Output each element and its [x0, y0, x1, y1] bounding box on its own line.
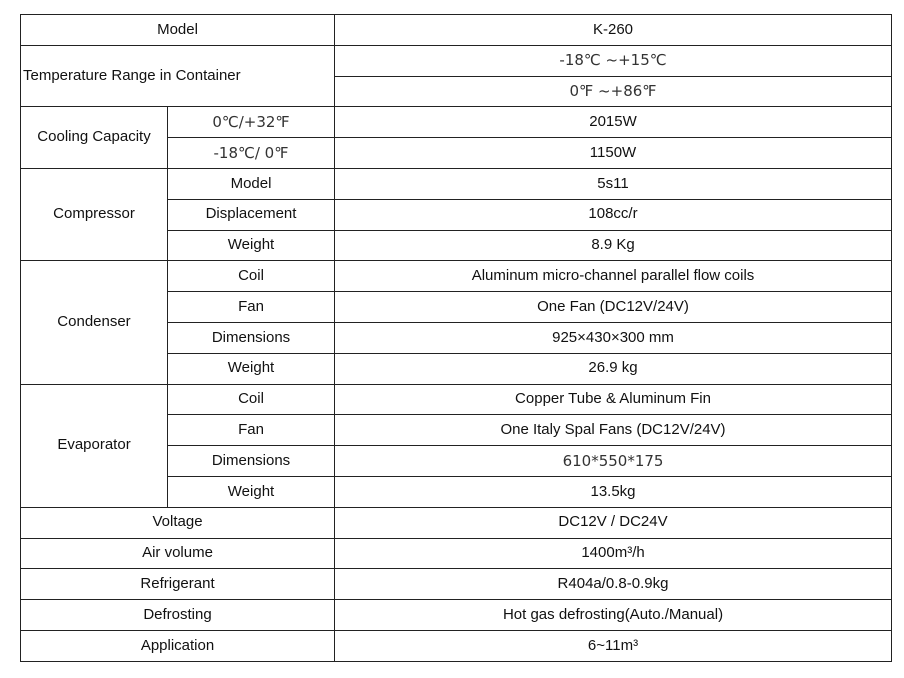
- table-row: [21, 507, 892, 538]
- compressor-value: 8.9 Kg: [335, 230, 892, 261]
- air-volume-label: Air volume: [21, 538, 335, 569]
- voltage-label: Voltage: [21, 507, 335, 538]
- table-row: [21, 569, 892, 600]
- compressor-value: 108cc/r: [335, 199, 892, 230]
- defrosting-value: Hot gas defrosting(Auto./Manual): [335, 600, 892, 631]
- evaporator-value: Copper Tube & Aluminum Fin: [335, 384, 892, 415]
- temp-range-label: Temperature Range in Container: [21, 45, 335, 107]
- cooling-value: 1150W: [335, 138, 892, 169]
- table-row: [21, 630, 892, 661]
- condenser-attr: Fan: [168, 292, 335, 323]
- refrigerant-value: R404a/0.8-0.9kg: [335, 569, 892, 600]
- evaporator-attr: Fan: [168, 415, 335, 446]
- table-row: [21, 45, 892, 76]
- evaporator-attr: Dimensions: [168, 446, 335, 477]
- evaporator-value: One Italy Spal Fans (DC12V/24V): [335, 415, 892, 446]
- table-row: [21, 15, 892, 46]
- cooling-capacity-label: Cooling Capacity: [21, 107, 168, 169]
- temp-range-celsius: -18℃ ~+15℃: [335, 45, 892, 76]
- air-volume-value: 1400m³/h: [335, 538, 892, 569]
- evaporator-label: Evaporator: [21, 384, 168, 507]
- condenser-attr: Coil: [168, 261, 335, 292]
- cooling-condition: 0℃/+32℉: [168, 107, 335, 138]
- evaporator-value: 610*550*175: [335, 446, 892, 477]
- table-row: [21, 384, 892, 415]
- evaporator-attr: Coil: [168, 384, 335, 415]
- condenser-value: 925×430×300 mm: [335, 322, 892, 353]
- application-value: 6~11m³: [335, 630, 892, 661]
- condenser-attr: Weight: [168, 353, 335, 384]
- condenser-value: One Fan (DC12V/24V): [335, 292, 892, 323]
- voltage-value: DC12V / DC24V: [335, 507, 892, 538]
- table-row: [21, 168, 892, 199]
- evaporator-value: 13.5kg: [335, 476, 892, 507]
- table-row: [21, 107, 892, 138]
- cooling-condition: -18℃/ 0℉: [168, 138, 335, 169]
- condenser-label: Condenser: [21, 261, 168, 384]
- table-row: [21, 261, 892, 292]
- model-label: Model: [21, 15, 335, 46]
- condenser-value: Aluminum micro-channel parallel flow coils: [335, 261, 892, 292]
- compressor-value: 5s11: [335, 168, 892, 199]
- compressor-label: Compressor: [21, 168, 168, 260]
- condenser-value: 26.9 kg: [335, 353, 892, 384]
- compressor-attr: Model: [168, 168, 335, 199]
- compressor-attr: Weight: [168, 230, 335, 261]
- table-row: [21, 600, 892, 631]
- defrosting-label: Defrosting: [21, 600, 335, 631]
- refrigerant-label: Refrigerant: [21, 569, 335, 600]
- temp-range-fahrenheit: 0℉ ~+86℉: [335, 76, 892, 107]
- cooling-value: 2015W: [335, 107, 892, 138]
- model-value: K-260: [335, 15, 892, 46]
- evaporator-attr: Weight: [168, 476, 335, 507]
- condenser-attr: Dimensions: [168, 322, 335, 353]
- application-label: Application: [21, 630, 335, 661]
- compressor-attr: Displacement: [168, 199, 335, 230]
- table-row: [21, 538, 892, 569]
- spec-table: [20, 14, 892, 662]
